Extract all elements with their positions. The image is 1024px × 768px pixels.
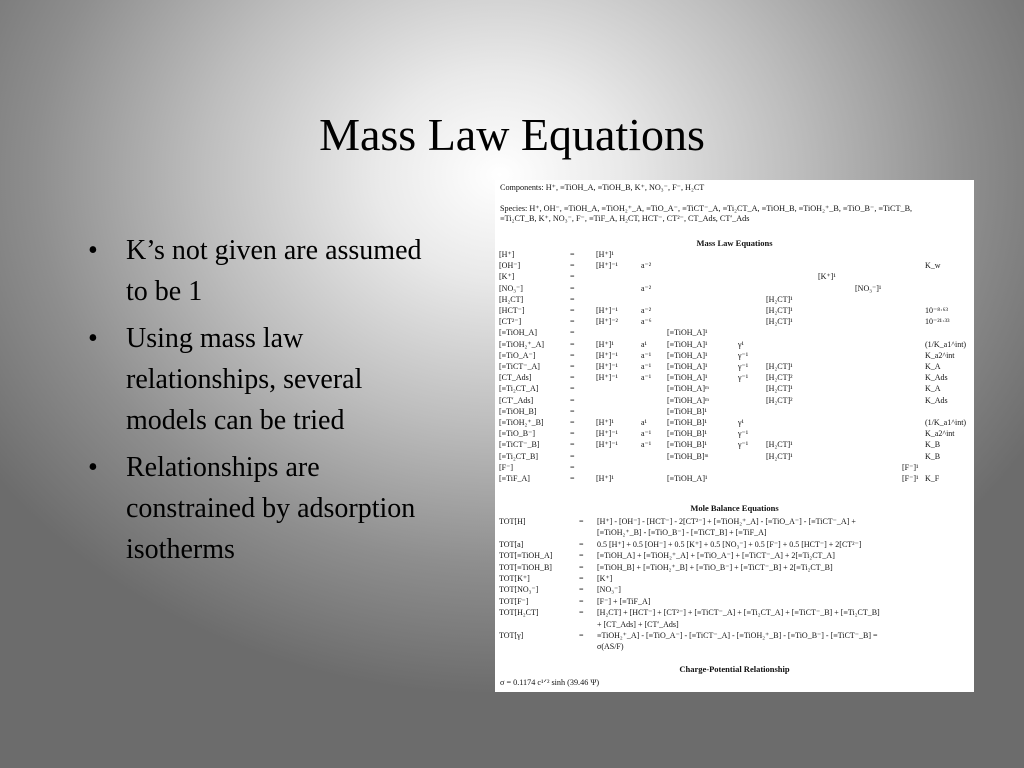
mass-law-cell-K: K_a2^int — [925, 350, 955, 360]
mole-balance-cell-value: [≡TiOH_B] + [≡TiOH₂⁺_B] + [≡TiO_B⁻] + [≡TiCT⁻_B] + 2[≡Ti₂CT_B] — [597, 562, 833, 572]
mass-law-cell-h: [H⁺]¹ — [596, 339, 614, 349]
mass-law-row — [495, 373, 974, 383]
bullet-text: Using mass law relationships, several models can be tried — [126, 323, 363, 436]
mass-law-row — [495, 452, 974, 462]
mole-balance-cell-value: ≡TiOH₂⁺_A] - [≡TiO_A⁻] - [≡TiCT⁻_A] - [≡TiOH₂⁺_B] - [≡TiO_B⁻] - [≡TiCT⁻_B] = — [597, 631, 878, 640]
mass-law-cell-ct: [H₂CT]¹ — [766, 317, 793, 327]
mole-balance-cell-value: [NO₃⁻] — [597, 585, 621, 595]
mass-law-cell-ti: [≡TiOH_B]¹ — [667, 406, 707, 416]
mass-law-cell-K: 10⁻⁸·⁶³ — [925, 306, 948, 315]
mass-law-row — [495, 284, 974, 294]
mass-law-cell-eq: = — [570, 250, 575, 259]
mole-balance-cell-eq: = — [579, 539, 584, 549]
mass-law-cell-ti: [≡TiOH_A]¹ — [667, 474, 708, 483]
mass-law-cell-species: [F⁻] — [499, 462, 513, 472]
mass-law-cell-ti: [≡TiOH_A]ᵐ — [667, 395, 709, 405]
mass-law-cell-K: K_F — [925, 474, 940, 483]
mass-law-row — [495, 328, 974, 338]
mole-balance-row — [495, 608, 974, 618]
mole-balance-heading: Mole Balance Equations — [690, 503, 779, 513]
mass-law-cell-K: K_Ads — [925, 395, 948, 405]
mass-law-cell-species: [≡TiCT⁻_B] — [499, 440, 540, 450]
mole-balance-row — [495, 551, 974, 561]
mass-law-cell-eq: = — [570, 317, 575, 327]
mass-law-row — [495, 272, 974, 282]
mass-law-cell-K: K_B — [925, 451, 941, 461]
mole-balance-cell-name: TOT[F⁻] — [499, 596, 529, 606]
bullet-item — [88, 447, 428, 570]
mass-law-cell-eq: = — [570, 339, 575, 349]
mole-balance-cell-value: 0.5 [H⁺] + 0.5 [OH⁻] + 0.5 [K⁺] + 0.5 [NO₃⁻] + 0.5 [F⁻] + 0.5 [HCT⁻] + 2[CT²⁻] — [597, 539, 862, 549]
mass-law-cell-ct: [H₂CT]¹ — [766, 294, 793, 304]
mass-law-cell-a: a⁻¹ — [641, 440, 652, 450]
mole-balance-row — [495, 540, 974, 550]
mole-balance-row — [495, 620, 974, 630]
mass-law-cell-K: K_A — [925, 384, 941, 394]
mass-law-cell-ti: [≡TiOH_A]¹ — [667, 373, 708, 383]
mass-law-cell-a: a⁻² — [641, 283, 652, 293]
mass-law-cell-species: [≡TiCT⁻_A] — [499, 362, 540, 371]
mass-law-cell-K: K_A — [925, 362, 941, 371]
mass-law-cell-g: γ⁻¹ — [738, 440, 749, 450]
mass-law-row — [495, 362, 974, 372]
bullet-text: K’s not given are assumed to be 1 — [126, 235, 422, 307]
mass-law-cell-species: [CT′_Ads] — [499, 395, 534, 405]
mass-law-cell-eq: = — [570, 406, 575, 416]
mass-law-cell-ti: [≡TiOH_B]ᵐ — [667, 451, 709, 461]
mass-law-cell-ct: [H₂CT]² — [766, 373, 793, 383]
mass-law-cell-K: K_w — [925, 261, 941, 271]
mole-balance-row — [495, 631, 974, 641]
components-line: Components: H⁺, ≡TiOH_A, ≡TiOH_B, K⁺, NO₃⁻, F⁻, H₂CT — [500, 183, 705, 192]
mass-law-row — [495, 474, 974, 484]
mass-law-cell-species: [≡TiOH_B] — [499, 406, 537, 416]
mass-law-cell-h: [H⁺]⁻¹ — [596, 350, 618, 360]
mole-balance-cell-value: [H₂CT] + [HCT⁻] + [CT²⁻] + [≡TiCT⁻_A] + [≡Ti₂CT_A] + [≡TiCT⁻_B] + [≡Ti₂CT_B] — [597, 608, 880, 618]
mass-law-cell-a: a¹ — [641, 418, 647, 427]
mass-law-cell-species: [≡Ti₂CT_B] — [499, 451, 539, 461]
bullet-item — [88, 230, 428, 312]
mole-balance-row — [495, 563, 974, 573]
mole-balance-cell-eq: = — [579, 574, 584, 583]
mass-law-cell-K: K_Ads — [925, 373, 948, 383]
mass-law-cell-ti: [≡TiOH_A]¹ — [667, 362, 708, 371]
mole-balance-cell-name: TOT[a] — [499, 539, 524, 549]
mass-law-cell-g: γ⁻¹ — [738, 429, 749, 439]
mass-law-cell-eq: = — [570, 418, 575, 427]
mass-law-row — [495, 396, 974, 406]
mass-law-cell-species: [≡TiO_A⁻] — [499, 350, 536, 360]
mole-balance-row — [495, 517, 974, 527]
mass-law-row — [495, 463, 974, 473]
mole-balance-cell-eq: = — [579, 585, 584, 595]
mass-law-cell-no3: [NO₃⁻]¹ — [855, 283, 882, 293]
mass-law-cell-eq: = — [570, 328, 575, 338]
mass-law-cell-species: [H⁺] — [499, 250, 515, 259]
mass-law-cell-ct: [H₂CT]¹ — [766, 384, 793, 394]
mass-law-cell-eq: = — [570, 373, 575, 383]
mass-law-cell-ct: [H₂CT]¹ — [766, 362, 793, 371]
mass-law-cell-f: [F⁻]¹ — [902, 462, 919, 472]
mass-law-cell-h: [H⁺]¹ — [596, 474, 614, 483]
mass-law-cell-a: a⁻¹ — [641, 373, 652, 383]
mass-law-cell-eq: = — [570, 261, 575, 271]
mole-balance-cell-name: TOT[≡TiOH_B] — [499, 562, 552, 572]
mass-law-cell-ti: [≡TiOH_A]¹ — [667, 350, 708, 360]
mole-balance-cell-eq: = — [579, 608, 584, 618]
mass-law-cell-f: [F⁻]¹ — [902, 474, 919, 483]
charge-potential-heading: Charge-Potential Relationship — [679, 664, 790, 674]
mass-law-cell-ct: [H₂CT]¹ — [766, 306, 793, 315]
mole-balance-row — [495, 642, 974, 652]
mass-law-cell-species: [≡TiF_A] — [499, 474, 530, 483]
mole-balance-row — [495, 574, 974, 584]
mass-law-cell-species: [H₂CT] — [499, 294, 524, 304]
mole-balance-cell-eq: = — [579, 517, 584, 526]
mass-law-cell-h: [H⁺]⁻¹ — [596, 440, 618, 450]
mass-law-row — [495, 340, 974, 350]
mass-law-cell-species: [≡Ti₂CT_A] — [499, 384, 539, 394]
mass-law-cell-eq: = — [570, 283, 575, 293]
mass-law-cell-species: [≡TiOH₂⁺_A] — [499, 339, 545, 349]
mole-balance-cell-name: TOT[≡TiOH_A] — [499, 551, 553, 561]
mole-balance-cell-eq: = — [579, 551, 584, 561]
mass-law-cell-species: [HCT⁻] — [499, 306, 525, 315]
mass-law-cell-ti: [≡TiOH_A]¹ — [667, 328, 708, 338]
mole-balance-row — [495, 597, 974, 607]
mass-law-cell-ti: [≡TiOH_A]¹ — [667, 339, 708, 349]
equations-document — [495, 180, 974, 692]
mass-law-cell-a: a⁻² — [641, 261, 652, 271]
mole-balance-cell-name: TOT[NO₃⁻] — [499, 585, 539, 595]
mass-law-row — [495, 440, 974, 450]
bullet-dot-icon: • — [88, 323, 98, 354]
mass-law-cell-K: K_B — [925, 440, 941, 450]
mass-law-cell-a: a¹ — [641, 339, 647, 349]
mass-law-cell-k: [K⁺]¹ — [818, 272, 836, 282]
bullet-list — [88, 230, 428, 576]
species-line-1: Species: H⁺, OH⁻, ≡TiOH_A, ≡TiOH₂⁺_A, ≡TiO_A⁻, ≡TiCT⁻_A, ≡Ti₂CT_A, ≡TiOH_B, ≡TiOH₂⁺_B, ≡TiO_B⁻, ≡TiCT_B, — [500, 204, 913, 213]
mass-law-cell-species: [CT²⁻] — [499, 317, 522, 327]
mass-law-row — [495, 261, 974, 271]
mass-law-row — [495, 407, 974, 417]
mass-law-cell-a: a⁻¹ — [641, 362, 652, 371]
mass-law-cell-h: [H⁺]⁻¹ — [596, 306, 618, 315]
mass-law-cell-eq: = — [570, 429, 575, 439]
mass-law-cell-ti: [≡TiOH_A]ᵐ — [667, 384, 709, 394]
mass-law-cell-h: [H⁺]⁻¹ — [596, 373, 618, 383]
mass-law-cell-eq: = — [570, 272, 575, 282]
mass-law-cell-g: γ¹ — [738, 339, 744, 349]
mole-balance-cell-eq: = — [579, 631, 584, 640]
mass-law-cell-species: [≡TiOH_A] — [499, 328, 537, 338]
mass-law-cell-ct: [H₂CT]¹ — [766, 451, 793, 461]
mole-balance-cell-eq: = — [579, 562, 584, 572]
bullet-text: Relationships are constrained by adsorption isotherms — [126, 452, 416, 565]
bullet-item — [88, 318, 428, 441]
mass-law-cell-species: [≡TiO_B⁻] — [499, 429, 536, 439]
mass-law-row — [495, 418, 974, 428]
bullet-dot-icon: • — [88, 235, 98, 266]
mole-balance-cell-name: TOT[H₂CT] — [499, 608, 539, 618]
mass-law-cell-eq: = — [570, 474, 575, 483]
mass-law-cell-K: 10⁻²¹·³³ — [925, 317, 950, 327]
mole-balance-cell-name: TOT[γ] — [499, 631, 524, 640]
mass-law-cell-eq: = — [570, 384, 575, 394]
mass-law-cell-K: K_a2^int — [925, 429, 955, 439]
mass-law-cell-species: [≡TiOH₂⁺_B] — [499, 418, 544, 427]
mass-law-cell-g: γ⁻¹ — [738, 350, 749, 360]
mass-law-row — [495, 250, 974, 260]
mass-law-cell-g: γ¹ — [738, 418, 744, 427]
mass-law-cell-eq: = — [570, 294, 575, 304]
bullet-dot-icon: • — [88, 452, 98, 483]
mole-balance-cell-name: TOT[H] — [499, 517, 526, 526]
mass-law-cell-ct: [H₂CT]² — [766, 395, 793, 405]
mass-law-cell-eq: = — [570, 306, 575, 315]
mass-law-cell-a: a⁻² — [641, 306, 652, 315]
mass-law-cell-eq: = — [570, 395, 575, 405]
mass-law-cell-h: [H⁺]⁻² — [596, 317, 618, 327]
mass-law-cell-h: [H⁺]⁻¹ — [596, 261, 618, 271]
mole-balance-cell-value: [H⁺] - [OH⁻] - [HCT⁻] - 2[CT²⁻] + [≡TiOH₂⁺_A] - [≡TiO_A⁻] - [≡TiCT⁻_A] + — [597, 517, 856, 526]
mole-balance-cell-value: [F⁻] + [≡TiF_A] — [597, 596, 651, 606]
mass-law-cell-h: [H⁺]⁻¹ — [596, 429, 618, 439]
mass-law-cell-h: [H⁺]¹ — [596, 250, 614, 259]
mass-law-cell-h: [H⁺]¹ — [596, 418, 614, 427]
mass-law-cell-eq: = — [570, 462, 575, 472]
mole-balance-cell-value: [≡TiOH_A] + [≡TiOH₂⁺_A] + [≡TiO_A⁻] + [≡TiCT⁻_A] + 2[≡Ti₂CT_A] — [597, 551, 835, 561]
mass-law-cell-ti: [≡TiOH_B]¹ — [667, 440, 707, 450]
mass-law-row — [495, 306, 974, 316]
mole-balance-row — [495, 528, 974, 538]
mole-balance-cell-value: [≡TiOH₂⁺_B] - [≡TiO_B⁻] - [≡TiCT_B] + [≡TiF_A] — [597, 528, 767, 538]
mole-balance-cell-value: [K⁺] — [597, 574, 613, 583]
mass-law-row — [495, 295, 974, 305]
mole-balance-cell-value: σ(AS/F) — [597, 642, 624, 652]
mass-law-row — [495, 384, 974, 394]
mass-law-cell-eq: = — [570, 451, 575, 461]
mole-balance-row — [495, 585, 974, 595]
mass-law-cell-species: [OH⁻] — [499, 261, 521, 271]
slide-title: Mass Law Equations — [319, 109, 705, 160]
mass-law-cell-a: a⁻⁶ — [641, 317, 652, 327]
mole-balance-cell-name: TOT[K⁺] — [499, 574, 530, 583]
mass-law-cell-g: γ⁻¹ — [738, 362, 749, 371]
mass-law-row — [495, 351, 974, 361]
species-line-2: ≡Ti₂CT_B, K⁺, NO₃⁻, F⁻, ≡TiF_A, H₂CT, HCT⁻, CT²⁻, CT_Ads, CT′_Ads — [500, 214, 750, 223]
mass-law-cell-h: [H⁺]⁻¹ — [596, 362, 618, 371]
charge-potential-equation: σ = 0.1174 c¹ᐟ² sinh (39.46 Ψ) — [500, 678, 600, 687]
mass-law-cell-species: [NO₃⁻] — [499, 283, 523, 293]
mass-law-heading: Mass Law Equations — [696, 238, 773, 248]
mass-law-row — [495, 429, 974, 439]
mass-law-cell-a: a⁻¹ — [641, 350, 652, 360]
mass-law-cell-ti: [≡TiOH_B]¹ — [667, 429, 707, 439]
mole-balance-cell-value: + [CT_Ads] + [CT′_Ads] — [597, 619, 679, 629]
mass-law-cell-eq: = — [570, 350, 575, 360]
mass-law-cell-g: γ⁻¹ — [738, 373, 749, 383]
mass-law-cell-ct: [H₂CT]¹ — [766, 440, 793, 450]
mass-law-cell-K: (1/K_a1^int) — [925, 418, 967, 427]
mass-law-cell-eq: = — [570, 440, 575, 450]
mass-law-cell-ti: [≡TiOH_B]¹ — [667, 418, 707, 427]
mass-law-cell-eq: = — [570, 362, 575, 371]
mole-balance-cell-eq: = — [579, 596, 584, 606]
mass-law-cell-species: [K⁺] — [499, 272, 515, 282]
mass-law-row — [495, 317, 974, 327]
mass-law-cell-species: [CT_Ads] — [499, 373, 532, 383]
mass-law-cell-K: (1/K_a1^int) — [925, 339, 967, 349]
mass-law-cell-a: a⁻¹ — [641, 429, 652, 439]
